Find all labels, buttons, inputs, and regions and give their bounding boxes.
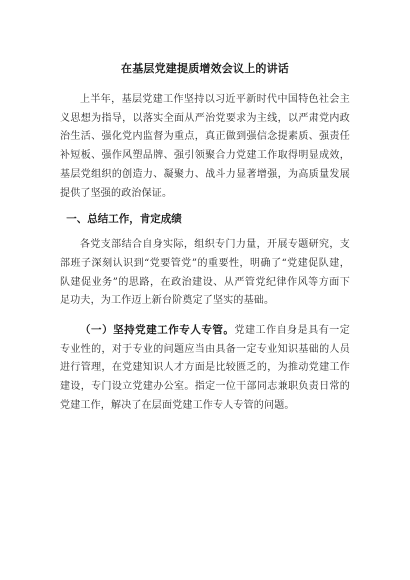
section-heading: 一、总结工作，肯定成绩 — [66, 213, 182, 226]
subsection-heading: （一）坚持党建工作专人专管。 — [80, 324, 235, 337]
intro-paragraph: 上半年，基层党建工作坚持以习近平新时代中国特色社会主义思想为指导，以落实全面从严治党要求为主线，以严肃党内政治生活、强化党内监督为重点，真正做到强信念提素质、强责任补短板、强作风塑品牌、强引领聚合力党建工作取得明显成效，基层党组织的创造力、凝聚力、战斗力显著增强，为高质量发展提供了坚强的政治保证。 — [60, 94, 350, 199]
document-page — [60, 62, 350, 416]
section-paragraph: 各党支部结合自身实际，组织专门力量，开展专题研究，支部班子深刻认识到“党要管党”的重要性，明确了“党建促队建，队建促业务”的思路，在政治建设、从严管党纪律作风等方面下足功夫，为工作迈上新台阶奠定了坚实的基础。 — [60, 239, 350, 307]
subsection-paragraph — [60, 321, 350, 416]
subsection-body: 党建工作自身是具有一定专业性的，对于专业的问题应当由具备一定专业知识基础的人员进行管理，在党建知识人才方面是比较匮乏的，为推动党建工作建设，专门设立党建办公室。指定一位干部同志兼职负责日常的党建工作，解决了在层面党建工作专人专管的问题。 — [60, 325, 350, 411]
document-title: 在基层党建提质增效会议上的讲话 — [121, 62, 289, 75]
